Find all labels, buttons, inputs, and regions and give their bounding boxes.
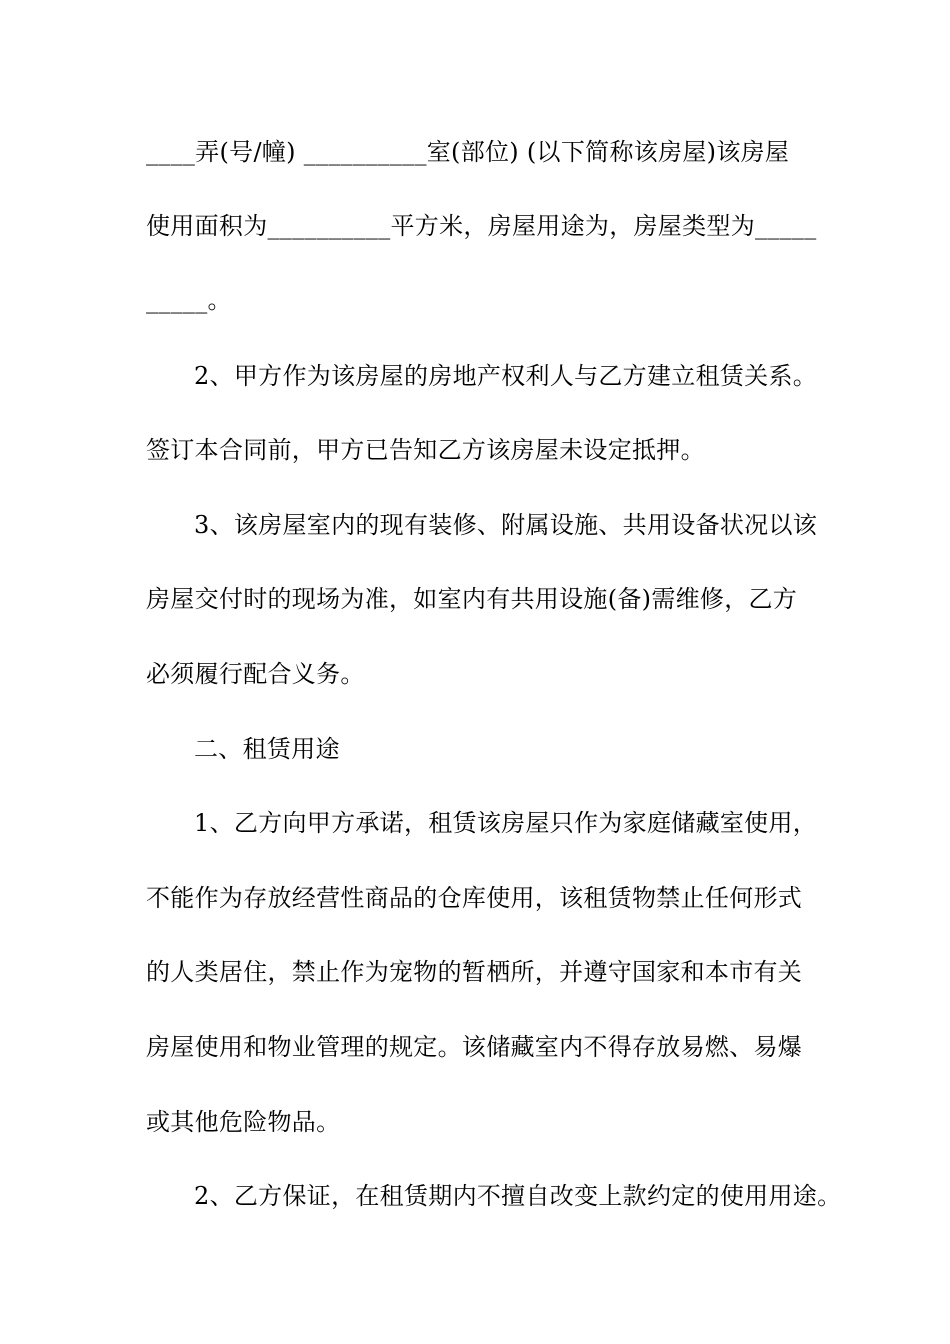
text-line: _____。 xyxy=(146,286,232,314)
text-line: 不能作为存放经营性商品的仓库使用，该租赁物禁止任何形式 xyxy=(146,884,803,912)
text-line: 房屋使用和物业管理的规定。该储藏室内不得存放易燃、易爆 xyxy=(146,1033,803,1061)
text-line: 或其他危险物品。 xyxy=(146,1108,341,1136)
text-line: ____弄(号/幢) __________室(部位) (以下简称该房屋)该房屋 xyxy=(146,138,790,166)
paragraph-start-line: 3、该房屋室内的现有装修、附属设施、共用设备状况以该 xyxy=(194,511,818,539)
text-line: 使用面积为__________平方米，房屋用途为，房屋类型为_____ xyxy=(146,212,817,240)
paragraph-start-line: 2、乙方保证，在租赁期内不擅自改变上款约定的使用用途。 xyxy=(194,1182,842,1210)
text-line: 的人类居住，禁止作为宠物的暂栖所，并遵守国家和本市有关 xyxy=(146,958,803,986)
section-heading: 二、租赁用途 xyxy=(194,735,340,763)
text-line: 必须履行配合义务。 xyxy=(146,660,365,688)
paragraph-start-line: 2、甲方作为该房屋的房地产权利人与乙方建立租赁关系。 xyxy=(194,362,818,390)
text-line: 房屋交付时的现场为准，如室内有共用设施(备)需维修，乙方 xyxy=(146,585,798,613)
paragraph-start-line: 1、乙方向甲方承诺，租赁该房屋只作为家庭储藏室使用， xyxy=(194,809,818,837)
text-line: 签订本合同前，甲方已告知乙方该房屋未设定抵押。 xyxy=(146,436,705,464)
